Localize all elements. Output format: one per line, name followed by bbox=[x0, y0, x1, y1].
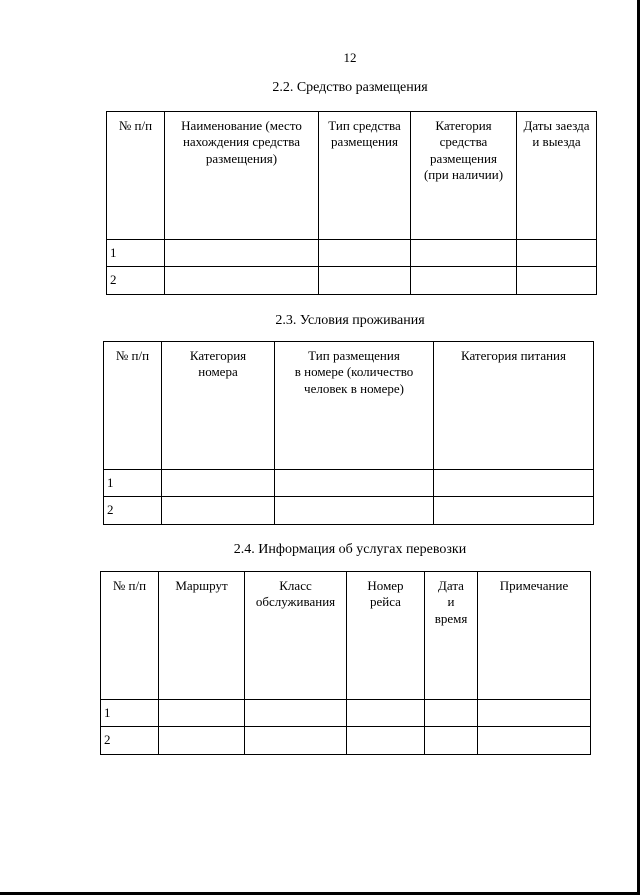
row-number: 2 bbox=[107, 267, 165, 295]
table-row bbox=[104, 497, 594, 525]
table-header-row bbox=[101, 572, 591, 700]
column-header: Маршрут bbox=[159, 572, 245, 700]
column-header: Класс обслуживания bbox=[245, 572, 347, 700]
section-title-transport: 2.4. Информация об услугах перевозки bbox=[233, 542, 467, 557]
table-cell[interactable] bbox=[165, 267, 319, 295]
column-header: Категория номера bbox=[162, 342, 275, 470]
table-cell[interactable] bbox=[245, 700, 347, 727]
table-cell[interactable] bbox=[245, 727, 347, 755]
row-number: 2 bbox=[104, 497, 162, 525]
table-row bbox=[101, 700, 591, 727]
column-header: № п/п bbox=[104, 342, 162, 470]
table-cell[interactable] bbox=[425, 727, 478, 755]
section-title-living-conditions: 2.3. Условия проживания bbox=[275, 313, 425, 328]
table-cell[interactable] bbox=[319, 267, 411, 295]
column-header: Даты заезда и выезда bbox=[517, 112, 597, 240]
living-conditions-table bbox=[103, 341, 594, 525]
row-number: 1 bbox=[104, 470, 162, 497]
table-cell[interactable] bbox=[159, 727, 245, 755]
table-cell[interactable] bbox=[434, 470, 594, 497]
table-cell[interactable] bbox=[162, 497, 275, 525]
table-cell[interactable] bbox=[434, 497, 594, 525]
column-header: Дата и время bbox=[425, 572, 478, 700]
table-row bbox=[107, 267, 597, 295]
table-cell[interactable] bbox=[478, 700, 591, 727]
column-header: № п/п bbox=[101, 572, 159, 700]
table-cell[interactable] bbox=[517, 267, 597, 295]
table-cell[interactable] bbox=[478, 727, 591, 755]
table-cell[interactable] bbox=[162, 470, 275, 497]
table-header-row bbox=[107, 112, 597, 240]
column-header: Категория средства размещения (при наличии) bbox=[411, 112, 517, 240]
row-number: 1 bbox=[107, 240, 165, 267]
column-header: Примечание bbox=[478, 572, 591, 700]
table-cell[interactable] bbox=[347, 727, 425, 755]
table-cell[interactable] bbox=[275, 470, 434, 497]
table-cell[interactable] bbox=[411, 240, 517, 267]
table-cell[interactable] bbox=[425, 700, 478, 727]
page-number: 12 bbox=[343, 50, 357, 65]
table-row bbox=[101, 727, 591, 755]
table-cell[interactable] bbox=[411, 267, 517, 295]
table-cell[interactable] bbox=[517, 240, 597, 267]
column-header: Категория питания bbox=[434, 342, 594, 470]
column-header: № п/п bbox=[107, 112, 165, 240]
table-cell[interactable] bbox=[159, 700, 245, 727]
accommodation-table bbox=[106, 111, 597, 295]
section-title-accommodation: 2.2. Средство размещения bbox=[272, 80, 428, 95]
table-row bbox=[107, 240, 597, 267]
table-cell[interactable] bbox=[275, 497, 434, 525]
table-header-row bbox=[104, 342, 594, 470]
table-cell[interactable] bbox=[165, 240, 319, 267]
table-cell[interactable] bbox=[319, 240, 411, 267]
column-header: Тип размещения в номере (количество человек в номере) bbox=[275, 342, 434, 470]
column-header: Наименование (место нахождения средства размещения) bbox=[165, 112, 319, 240]
transport-table bbox=[100, 571, 591, 755]
row-number: 1 bbox=[101, 700, 159, 727]
table-cell[interactable] bbox=[347, 700, 425, 727]
row-number: 2 bbox=[101, 727, 159, 755]
table-row bbox=[104, 470, 594, 497]
column-header: Тип средства размещения bbox=[319, 112, 411, 240]
column-header: Номер рейса bbox=[347, 572, 425, 700]
